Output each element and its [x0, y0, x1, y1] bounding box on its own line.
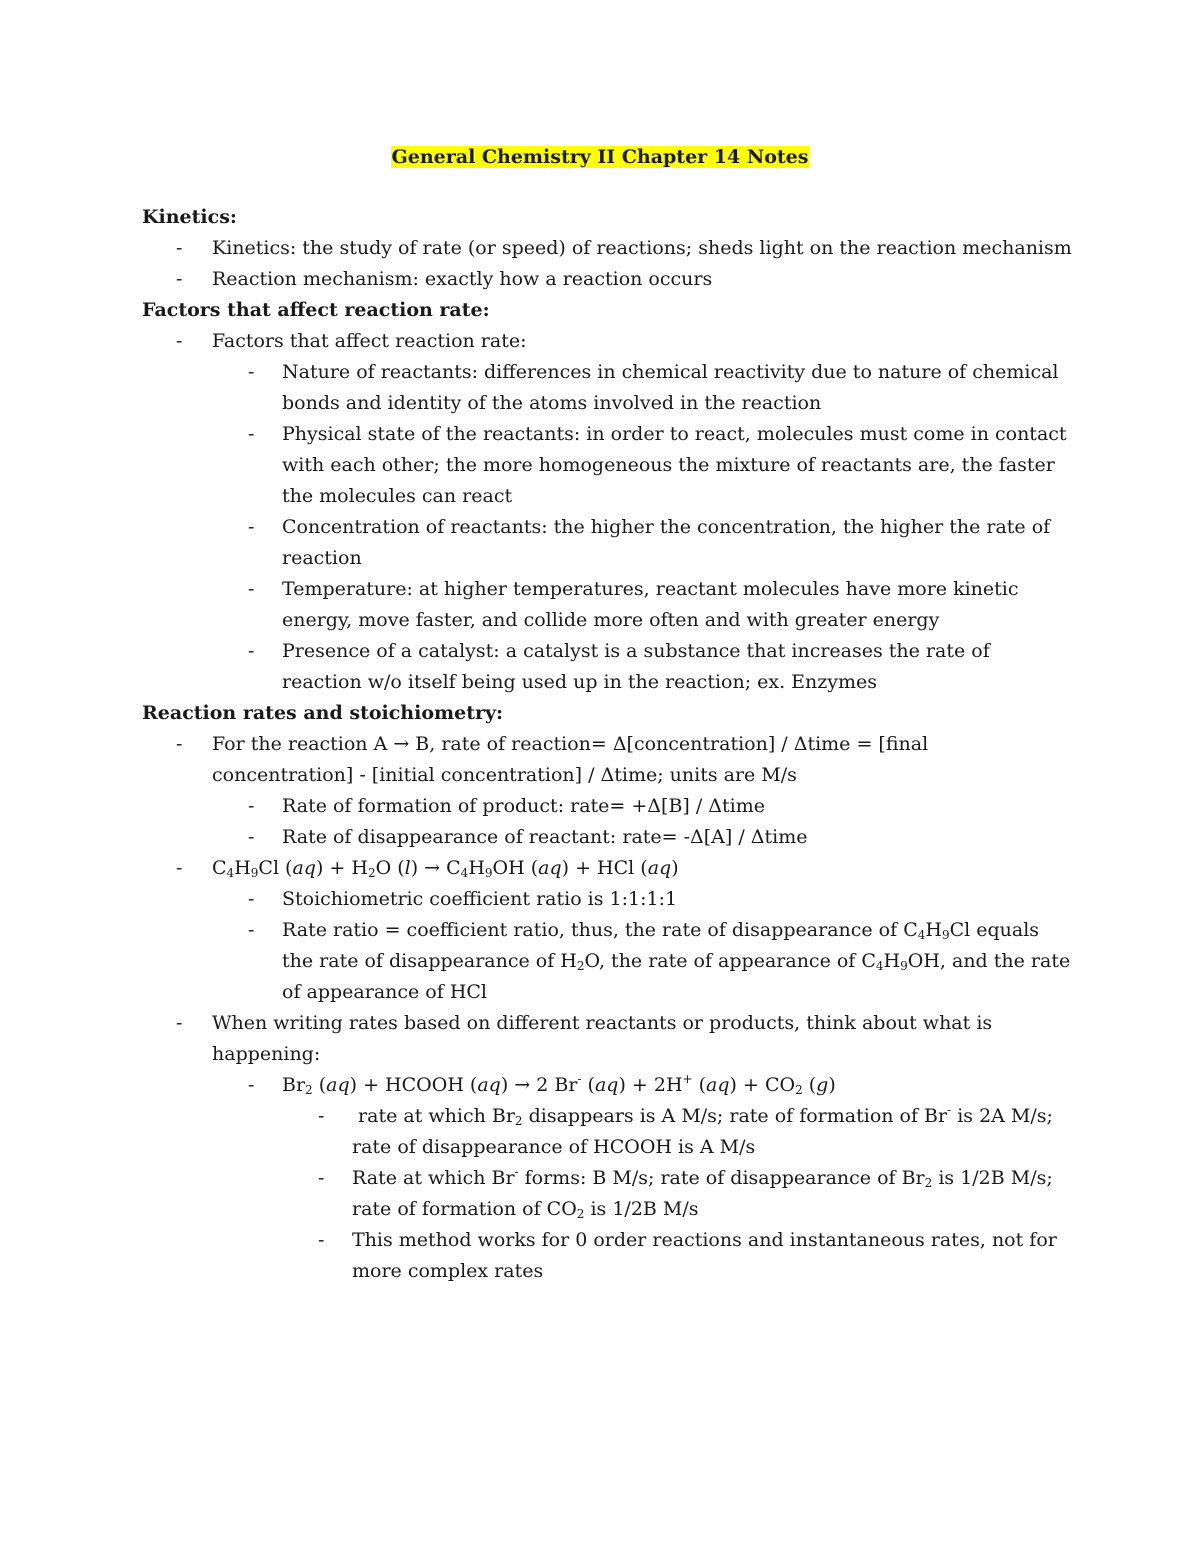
page-title — [0, 142, 1200, 172]
list-item: - Presence of a catalyst: a catalyst is a substance that increases the rate of reaction w/o itself being used up in the reaction; ex. Enzymes — [248, 640, 990, 693]
list-item: - When writing rates based on different reactants or products, think about what is happening: — [176, 1012, 993, 1065]
title-highlight: General Chemistry II Chapter 14 Notes — [391, 146, 809, 168]
heading-factors: Factors that affect reaction rate: — [142, 299, 490, 321]
list-item: - This method works for 0 order reactions and instantaneous rates, not for more complex rates — [318, 1229, 1057, 1282]
list-item: - For the reaction A → B, rate of reaction= Δ[concentration] / Δtime = [final concentration] - [initial concentration] / Δtime; units are M/s — [176, 733, 929, 786]
heading-kinetics: Kinetics: — [142, 206, 237, 228]
list-item: - Concentration of reactants: the higher the concentration, the higher the rate of reaction — [248, 516, 1051, 569]
list-item: - Stoichiometric coefficient ratio is 1:1:1:1 — [248, 888, 678, 910]
list-item: - Temperature: at higher temperatures, reactant molecules have more kinetic energy, move faster, and collide more often and with greater energy — [248, 578, 1019, 631]
list-item-rate-ratio: - Rate ratio = coefficient ratio, thus, the rate of disappearance of $C_4H_9Cl$ equals the rate of disappearance of $H_2O$, the rate of appearance of $C_4H_9OH$, and the rate of appearance of HCl — [248, 919, 1071, 1003]
list-item-rate-a: - rate at which $Br_2$ disappears is A M/s; rate of formation of Br- is 2A M/s; rate of disappearance of HCOOH is A M/s — [318, 1103, 1053, 1158]
list-item: - Nature of reactants: differences in chemical reactivity due to nature of chemical bonds and identity of the atoms involved in the reaction — [248, 361, 1059, 414]
list-item: - Reaction mechanism: exactly how a reaction occurs — [176, 268, 713, 290]
equation-c4h9cl-hydrolysis: - $C_4H_9Cl$ $(aq) + H_2O$ $(l) \to C_4H_9OH$ (aq) + HCl (aq) — [176, 857, 679, 880]
list-item: - Physical state of the reactants: in order to react, molecules must come in contact with each other; the more homogeneous the mixture of reactants are, the faster the molecules can react — [248, 423, 1067, 507]
list-item-rate-b: - Rate at which Br- forms: B M/s; rate of disappearance of $Br_2$ is 1/2B M/s; rate of formation of $CO_2$ is 1/2B M/s — [318, 1165, 1053, 1221]
heading-reaction-rates: Reaction rates and stoichiometry: — [142, 702, 504, 724]
list-item: - Kinetics: the study of rate (or speed) of reactions; sheds light on the reaction mechanism — [176, 237, 1072, 259]
notes-content — [142, 202, 1072, 1287]
list-item: - Rate of disappearance of reactant: rate= -Δ[A] / Δtime — [248, 826, 808, 848]
list-item: - Factors that affect reaction rate: — [176, 330, 527, 352]
equation-bromine-formic-acid: - $Br_2$ (aq) + HCOOH (aq) → 2 Br- (aq) + 2H+ $(aq) + CO_2$ (g) — [248, 1072, 836, 1097]
list-item: - Rate of formation of product: rate= +Δ[B] / Δtime — [248, 795, 765, 817]
